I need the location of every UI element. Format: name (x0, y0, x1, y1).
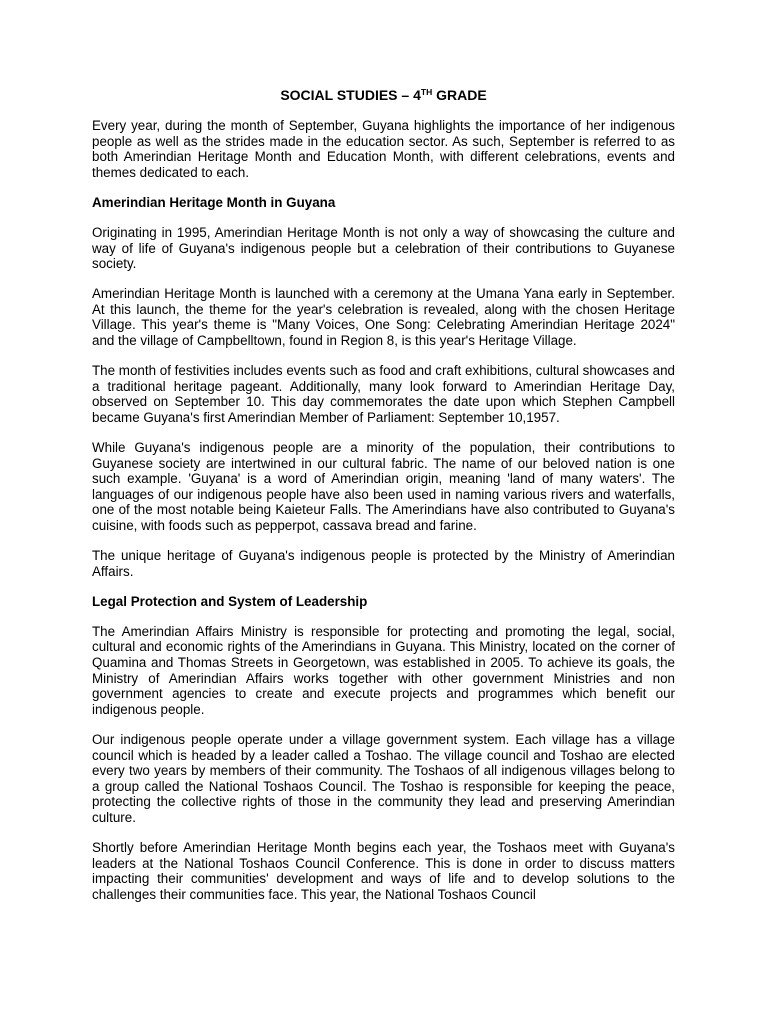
title-superscript: TH (420, 87, 433, 97)
title-end: GRADE (432, 87, 487, 103)
document-title (92, 86, 675, 104)
section-heading-heritage-month: Amerindian Heritage Month in Guyana (92, 194, 336, 210)
section-heading-legal-protection: Legal Protection and System of Leadership (92, 593, 368, 609)
document-page (92, 86, 675, 917)
intro-paragraph: Every year, during the month of September, Guyana highlights the importance of her indigenous people as well as the strides made in the education sector. As such, September is referred to as both Amerindian Heritage Month and Education Month, with different celebrations, events and themes dedicated to each. (92, 118, 675, 180)
paragraph: Shortly before Amerindian Heritage Month begins each year, the Toshaos meet with Guyana's leaders at the National Toshaos Council Conference. This is done in order to discuss matters impacting their communities' development and ways of life and to develop solutions to the challenges their communities face. This year, the National Toshaos Council (92, 839, 675, 902)
title-main: SOCIAL STUDIES – 4 (280, 87, 421, 103)
paragraph: Amerindian Heritage Month is launched with a ceremony at the Umana Yana early in September. At this launch, the theme for the year's celebration is revealed, along with the chosen Heritage Village. This year's theme is "Many Voices, One Song: Celebrating Amerindian Heritage 2024" and the village of Campbelltown, found in Region 8, is this year's Heritage Village. (92, 286, 675, 349)
paragraph: The Amerindian Affairs Ministry is responsible for protecting and promoting the legal, social, cultural and economic rights of the Amerindians in Guyana. This Ministry, located on the corner of Quamina and Thomas Streets in Georgetown, was established in 2005. To achieve its goals, the Ministry of Amerindian Affairs works together with other government Ministries and non government agencies to create and execute projects and programmes which benefit our indigenous people. (92, 623, 675, 717)
paragraph: The unique heritage of Guyana's indigenous people is protected by the Ministry of Amerindian Affairs. (92, 548, 675, 579)
paragraph: Our indigenous people operate under a village government system. Each village has a village council which is headed by a leader called a Toshao. The village council and Toshao are elected every two years by members of their community. The Toshaos of all indigenous villages belong to a group called the National Toshaos Council. The Toshao is responsible for keeping the peace, protecting the collective rights of those in the community they lead and preserving Amerindian culture. (92, 731, 675, 825)
paragraph: Originating in 1995, Amerindian Heritage Month is not only a way of showcasing the culture and way of life of Guyana's indigenous people but a celebration of their contributions to Guyanese society. (92, 224, 675, 272)
paragraph: While Guyana's indigenous people are a minority of the population, their contributions to Guyanese society are intertwined in our cultural fabric. The name of our beloved nation is one such example. 'Guyana' is a word of Amerindian origin, meaning 'land of many waters'. The languages of our indigenous people have also been used in naming various rivers and waterfalls, one of the most notable being Kaieteur Falls. The Amerindians have also contributed to Guyana's cuisine, with foods such as pepperpot, cassava bread and farine. (92, 440, 675, 533)
paragraph: The month of festivities includes events such as food and craft exhibitions, cultural showcases and a traditional heritage pageant. Additionally, many look forward to Amerindian Heritage Day, observed on September 10. This day commemorates the date upon which Stephen Campbell became Guyana's first Amerindian Member of Parliament: September 10,1957. (92, 363, 675, 425)
